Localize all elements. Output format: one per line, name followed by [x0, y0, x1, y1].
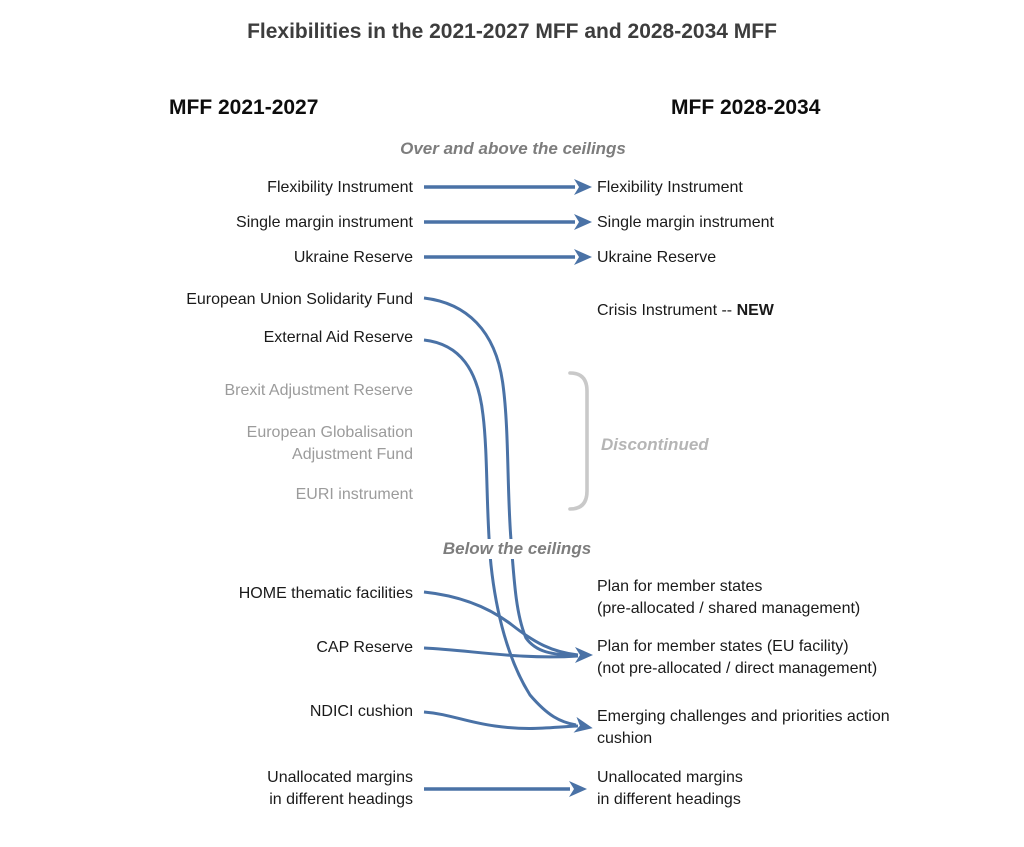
item-plan-eu-facility-line1: Plan for member states (EU facility) — [597, 638, 849, 655]
item-unallocated-margins-2021-line1: Unallocated margins — [267, 769, 413, 786]
curve-external-aid-to-cushion — [424, 340, 576, 725]
item-home-thematic-facilities: HOME thematic facilities — [238, 585, 413, 602]
discontinued-bracket — [570, 373, 587, 509]
item-single-margin-2028: Single margin instrument — [597, 214, 774, 231]
item-ndici-cushion: NDICI cushion — [309, 703, 413, 720]
item-crisis-instrument — [597, 302, 774, 320]
crisis-instrument-new-badge: NEW — [736, 302, 774, 319]
item-euri-instrument: EURI instrument — [295, 486, 413, 503]
item-emerging-challenges-line1: Emerging challenges and priorities action — [597, 708, 890, 725]
item-cap-reserve: CAP Reserve — [316, 639, 413, 656]
item-ukraine-reserve-2028: Ukraine Reserve — [597, 249, 717, 266]
item-emerging-challenges-line2: cushion — [597, 730, 653, 747]
item-unallocated-margins-2028-line2: in different headings — [597, 791, 741, 808]
item-flexibility-instrument-2021: Flexibility Instrument — [267, 179, 413, 196]
page-title: Flexibilities in the 2021-2027 MFF and 2028-2034 MFF — [247, 20, 777, 43]
section-heading-over-ceilings: Over and above the ceilings — [400, 139, 626, 158]
item-brexit-adjustment-reserve: Brexit Adjustment Reserve — [224, 382, 413, 399]
item-ukraine-reserve-2021: Ukraine Reserve — [293, 249, 413, 266]
item-single-margin-2021: Single margin instrument — [236, 214, 413, 231]
item-plan-member-states-line2: (pre-allocated / shared management) — [597, 600, 861, 617]
item-unallocated-margins-2021-line2: in different headings — [269, 791, 413, 808]
curve-eusf-to-eu-facility — [424, 298, 576, 655]
column-header-mff-2028-2034: MFF 2028-2034 — [671, 96, 821, 119]
item-external-aid-reserve: External Aid Reserve — [263, 329, 413, 346]
item-adjustment-fund: Adjustment Fund — [292, 446, 413, 463]
item-eu-solidarity-fund: European Union Solidarity Fund — [186, 291, 413, 308]
item-unallocated-margins-2028-line1: Unallocated margins — [597, 769, 743, 786]
item-european-globalisation: European Globalisation — [246, 424, 413, 441]
curve-ndici-to-cushion — [424, 712, 578, 728]
crisis-instrument-text: Crisis Instrument -- — [597, 302, 733, 319]
section-heading-below-ceilings: Below the ceilings — [434, 539, 600, 559]
item-plan-member-states-line1: Plan for member states — [597, 578, 763, 595]
column-header-mff-2021-2027: MFF 2021-2027 — [169, 96, 319, 119]
item-flexibility-instrument-2028: Flexibility Instrument — [597, 179, 743, 196]
item-plan-eu-facility-line2: (not pre-allocated / direct management) — [597, 660, 878, 677]
discontinued-label: Discontinued — [601, 435, 709, 454]
